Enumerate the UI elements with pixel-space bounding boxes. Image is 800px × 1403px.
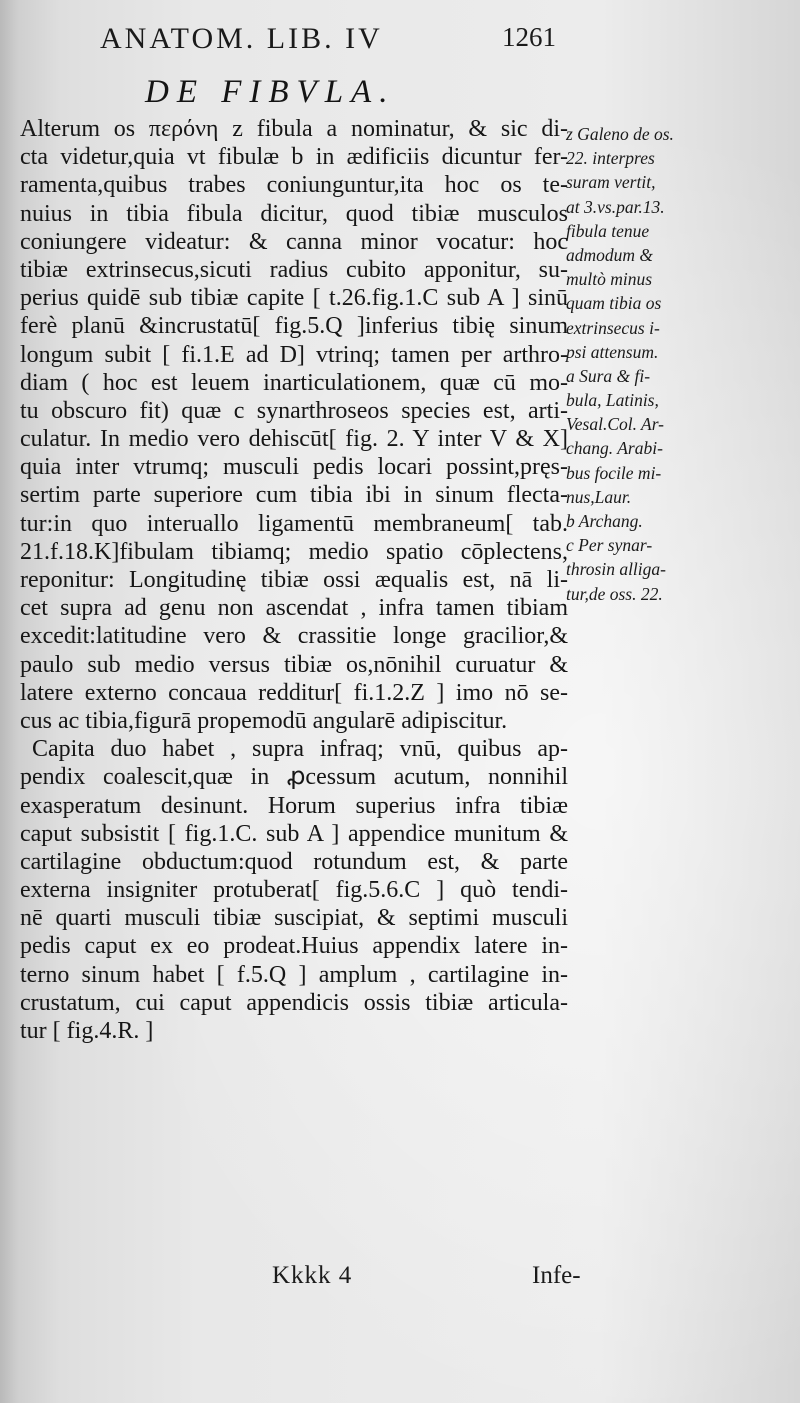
text-line: cet supra ad genu non ascendat , infra tamen tibiam — [20, 595, 568, 622]
text-line: cta videtur,quia vt fibulæ b in ædificiis dicuntur fer- — [20, 144, 568, 171]
text-line: coniungere videatur: & canna minor vocatur: hoc — [20, 228, 568, 255]
margin-note-line: c Per synar- — [566, 535, 653, 556]
signature-mark: Kkkk 4 — [272, 1262, 353, 1289]
text-line: terno sinum habet [ f.5.Q ] amplum , cartilagine in- — [20, 961, 568, 988]
running-header — [100, 18, 580, 58]
margin-note-line: chang. Arabi- — [566, 438, 663, 459]
margin-note-line: quam tibia os — [566, 293, 662, 314]
text-line: tur:in quo interuallo ligamentū membraneum[ tab. — [20, 510, 568, 537]
text-line: ramenta,quibus trabes coniunguntur,ita hoc os te- — [20, 172, 568, 199]
margin-note-line: tur,de oss. 22. — [566, 583, 663, 604]
text-line: nuius in tibia fibula dicitur, quod tibiæ musculos — [20, 200, 568, 227]
text-line: diam ( hoc est leuem inarticulationem, quæ cū mo- — [20, 369, 568, 396]
page-footer — [0, 1262, 800, 1302]
margin-note-line: throsin alliga- — [566, 559, 666, 580]
text-line: tibiæ extrinsecus,sicuti radius cubito apponitur, su- — [20, 256, 568, 283]
text-line: cus ac tibia,figurā propemodū angularē adipiscitur. — [20, 707, 508, 734]
margin-note-line: nus,Laur. — [566, 486, 632, 507]
text-line: ferè planū &incrustatū[ fig.5.Q ]inferius tibię sinum — [20, 313, 568, 340]
margin-note-line: multò minus — [566, 269, 653, 290]
margin-note-line: z Galeno de os. — [566, 124, 674, 144]
margin-note-line: suram vertit, — [566, 172, 656, 193]
text-line: Alterum os περόνη z fibula a nominatur, & sic di- — [20, 116, 568, 142]
margin-note-line: Vesal.Col. Ar- — [566, 414, 665, 435]
text-line: culatur. In medio vero dehiscūt[ fig. 2. Y inter V & X] — [20, 426, 568, 453]
main-text — [20, 115, 568, 1045]
text-line: Capita duo habet , supra infraq; vnū, quibus ap- — [32, 736, 568, 763]
text-line: exasperatum desinunt. Horum superius infra tibiæ — [20, 792, 568, 819]
text-line: tu obscuro fit) quæ c synarthroseos species est, arti- — [20, 397, 568, 424]
margin-note-line: at 3.vs.par.13. — [566, 196, 665, 217]
margin-note-line: admodum & — [566, 244, 654, 265]
text-line: cartilagine obductum:quod rotundum est, & parte — [20, 848, 568, 875]
text-line: sertim parte superiore cum tibia ibi in sinum flecta- — [20, 482, 568, 509]
margin-note-line: psi attensum. — [566, 341, 659, 362]
text-line: latere externo concaua redditur[ fi.1.2.Z ] imo nō se- — [20, 679, 568, 706]
margin-note-line: 22. interpres — [566, 148, 655, 169]
text-line: reponitur: Longitudinę tibiæ ossi æqualis est, nā li- — [20, 567, 568, 593]
text-line: excedit:latitudine vero & crassitie longe gracilior,& — [20, 623, 568, 650]
margin-note-line: a Sura & fi- — [566, 365, 651, 386]
margin-note-line: b Archang. — [566, 511, 643, 531]
text-line: tur [ fig.4.R. ] — [20, 1018, 154, 1044]
chapter-title: DE FIBVLA. — [145, 74, 396, 110]
running-title: ANATOM. LIB. IV — [100, 22, 383, 55]
margin-notes — [566, 122, 791, 606]
text-line: longum subit [ fi.1.E ad D] vtrinq; tamen per arthro- — [20, 341, 568, 368]
margin-note-line: fibula tenue — [566, 220, 650, 241]
catchword: Infe- — [532, 1262, 581, 1289]
text-line: pedis caput ex eo prodeat.Huius appendix latere in- — [20, 933, 568, 960]
margin-note-line: bus focile mi- — [566, 462, 662, 483]
text-line: paulo sub medio versus tibiæ os,nōnihil curuatur & — [20, 651, 568, 678]
margin-note-line: extrinsecus i- — [566, 317, 660, 338]
text-line: caput subsistit [ fig.1.C. sub A ] appendice munitum & — [20, 820, 568, 847]
text-line: 21.f.18.K]fibulam tibiamq; medio spatio cōplectens, — [20, 538, 568, 565]
text-line: nē quarti musculi tibiæ suscipiat, & septimi musculi — [20, 905, 568, 932]
text-line: perius quidē sub tibiæ capite [ t.26.fig.1.C sub A ] sinū — [20, 285, 568, 312]
text-line: quia inter vtrumq; musculi pedis locari possint,pręs- — [20, 454, 568, 481]
text-line: crustatum, cui caput appendicis ossis tibiæ articula- — [20, 989, 568, 1016]
text-line: externa insigniter protuberat[ fig.5.6.C ] quò tendi- — [20, 877, 568, 904]
text-line: pendix coalescit,quæ in ꝓcessum acutum, nonnihil — [20, 764, 568, 791]
margin-note-line: bula, Latinis, — [566, 390, 659, 411]
page-number: 1261 — [502, 22, 556, 52]
